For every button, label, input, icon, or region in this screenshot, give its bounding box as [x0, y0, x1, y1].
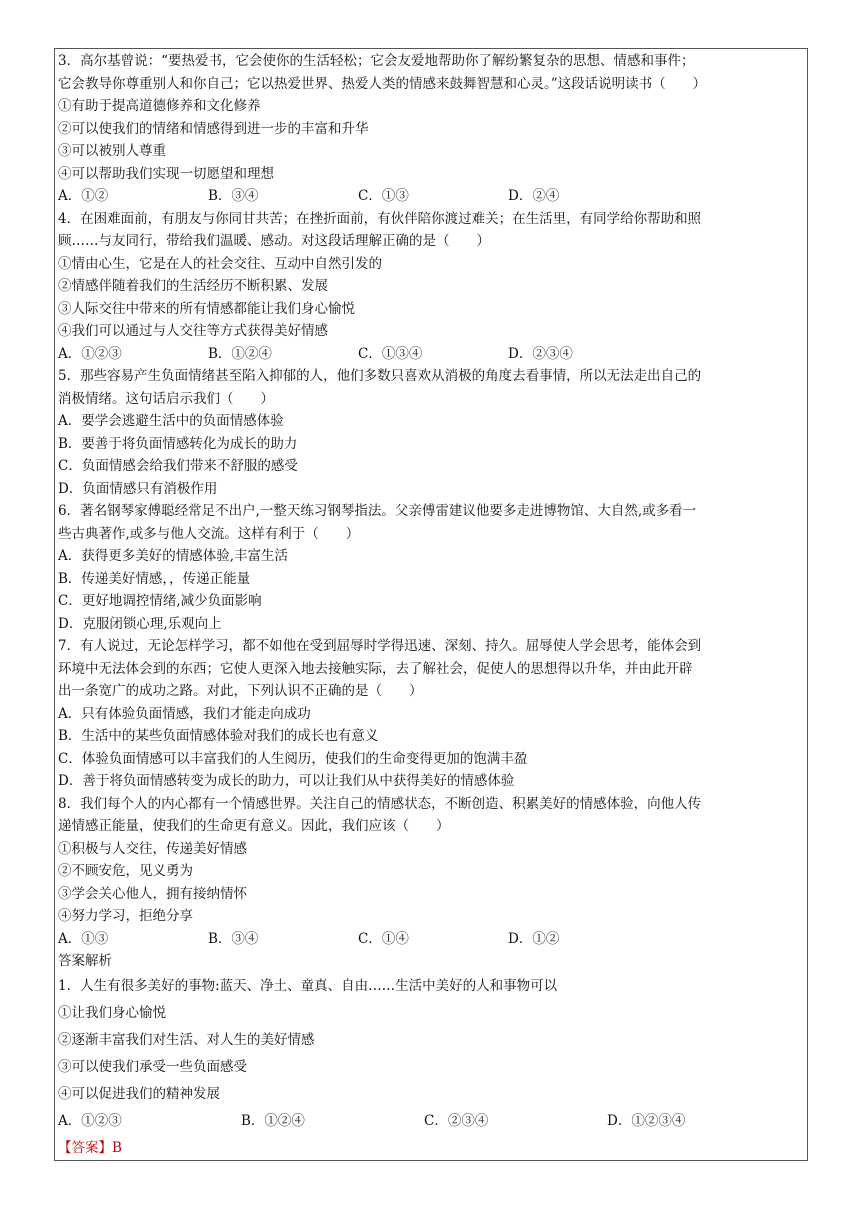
- answer-options: [58, 343, 808, 366]
- question-stem: 1．人生有很多美好的事物:蓝天、净土、童真、自由……生活中美好的人和事物可以: [58, 977, 558, 994]
- choice-a: A．只有体验负面情感，我们才能走向成功: [58, 705, 311, 722]
- choice-d: D．负面情感只有消极作用: [58, 480, 218, 497]
- answer-options: [58, 185, 808, 208]
- option-d: D．②③④: [508, 345, 573, 362]
- question-7: [58, 635, 808, 793]
- statement-item: ③学会关心他人，拥有接纳情怀: [58, 885, 247, 902]
- statement-item: ①情由心生，它是在人的社会交往、互动中自然引发的: [58, 255, 382, 272]
- answer-line: [58, 1135, 808, 1162]
- question-stem: 环境中无法体会到的东西；它使人更深入地去接触实际，去了解社会，促使人的思想得以升华，并由此开辟: [58, 660, 693, 677]
- question-stem: 出一条宽广的成功之路。对此，下列认识不正确的是（ ）: [58, 683, 423, 699]
- choice-b: B．要善于将负面情感转化为成长的助力: [58, 435, 298, 452]
- statement-item: ③可以使我们承受一些负面感受: [58, 1058, 247, 1075]
- choice-b: B．生活中的某些负面情感体验对我们的成长也有意义: [58, 728, 379, 744]
- statement-item: ①积极与人交往，传递美好情感: [58, 840, 247, 857]
- question-stem: 顾……与友同行，带给我们温暖、感动。对这段话理解正确的是（ ）: [58, 233, 490, 249]
- question-stem: 5．那些容易产生负面情绪甚至陷入抑郁的人，他们多数只喜欢从消极的角度去看事情，所以无法走出自己的: [58, 368, 702, 384]
- statement-item: ①让我们身心愉悦: [58, 1004, 166, 1021]
- statement-item: ③人际交往中带来的所有情感都能让我们身心愉悦: [58, 300, 355, 317]
- question-3: [58, 50, 808, 208]
- choice-b: B．传递美好情感，，传递正能量: [58, 570, 251, 587]
- option-c: C．②③④: [424, 1112, 489, 1129]
- answer-analysis: [58, 950, 808, 1162]
- choice-a: A．获得更多美好的情感体验,丰富生活: [58, 548, 289, 564]
- question-stem: 3．高尔基曾说：“要热爱书，它会使你的生活轻松；它会友爱地帮助你了解纷繁复杂的思想、情感和事件；: [58, 53, 695, 69]
- option-c: C．①④: [358, 930, 409, 947]
- option-c: C．①③: [358, 188, 409, 204]
- option-a: A．①②③: [58, 1112, 122, 1129]
- choice-c: C．体验负面情感可以丰富我们的人生阅历，使我们的生命变得更加的饱满丰盈: [58, 750, 528, 767]
- choice-c: C．更好地调控情绪,减少负面影响: [58, 593, 262, 609]
- option-a: A．①②: [58, 188, 109, 204]
- question-stem: 8．我们每个人的内心都有一个情感世界。关注自己的情感状态，不断创造、积累美好的情感体验，向他人传: [58, 795, 702, 812]
- statement-item: ②逐渐丰富我们对生活、对人生的美好情感: [58, 1031, 315, 1048]
- option-d: D．①②③④: [607, 1112, 686, 1129]
- option-b: B．①②④: [208, 345, 272, 362]
- statement-item: ④我们可以通过与人交往等方式获得美好情感: [58, 323, 328, 339]
- question-4: [58, 208, 808, 366]
- statement-item: ①有助于提高道德修养和文化修养: [58, 98, 261, 114]
- answer-options: [58, 928, 808, 951]
- option-d: D．①②: [508, 930, 560, 947]
- statement-item: ②情感伴随着我们的生活经历不断积累、发展: [58, 278, 328, 294]
- question-8: [58, 793, 808, 951]
- question-6: [58, 500, 808, 635]
- question-stem: 4．在困难面前，有朋友与你同甘共苦；在挫折面前，有伙伴陪你渡过难关；在生活里，有同学给你帮助和照: [58, 210, 702, 227]
- statement-item: ②不顾安危，见义勇为: [58, 863, 193, 879]
- option-c: C．①③④: [358, 345, 423, 362]
- statement-item: ④可以帮助我们实现一切愿望和理想: [58, 165, 274, 182]
- question-stem: 些古典著作,或多与他人交流。这样有利于（ ）: [58, 525, 360, 542]
- question-stem: 递情感正能量，使我们的生命更有意义。因此，我们应该（ ）: [58, 818, 450, 834]
- question-stem: 6．著名钢琴家傅聪经常足不出户,一整天练习钢琴指法。父亲傅雷建议他要多走进博物馆、大自然,或多看一: [58, 503, 697, 519]
- option-b: B．③④: [208, 930, 259, 947]
- choice-d: D．善于将负面情感转变为成长的助力，可以让我们从中获得美好的情感体验: [58, 773, 515, 789]
- option-a: A．①③: [58, 930, 109, 947]
- document-body: [58, 50, 808, 1162]
- answer-tag: 【答案】: [58, 1139, 112, 1156]
- question-stem: 消极情绪。这句话启示我们（ ）: [58, 390, 274, 407]
- answer-value: B: [112, 1139, 122, 1156]
- question-stem: 7．有人说过，无论怎样学习，都不如他在受到屈辱时学得迅速、深刻、持久。屈辱使人学会思考，能体会到: [58, 638, 702, 654]
- statement-item: ②可以使我们的情绪和情感得到进一步的丰富和升华: [58, 120, 369, 137]
- option-d: D．②④: [508, 188, 560, 204]
- answer-options: [58, 1108, 808, 1135]
- option-b: B．③④: [208, 188, 259, 204]
- analysis-heading: 答案解析: [58, 953, 112, 969]
- choice-a: A．要学会逃避生活中的负面情感体验: [58, 413, 284, 429]
- option-b: B．①②④: [241, 1112, 305, 1129]
- choice-d: D．克服闭锁心理,乐观向上: [58, 615, 222, 632]
- question-stem: 它会教导你尊重别人和你自己；它以热爱世界、热爱人类的情感来鼓舞智慧和心灵。”这段话说明读书（ ）: [58, 75, 707, 92]
- statement-item: ④可以促进我们的精神发展: [58, 1085, 220, 1102]
- question-5: [58, 365, 808, 500]
- statement-item: ④努力学习，拒绝分享: [58, 908, 193, 924]
- statement-item: ③可以被别人尊重: [58, 143, 166, 159]
- choice-c: C．负面情感会给我们带来不舒服的感受: [58, 458, 298, 474]
- option-a: A．①②③: [58, 345, 122, 362]
